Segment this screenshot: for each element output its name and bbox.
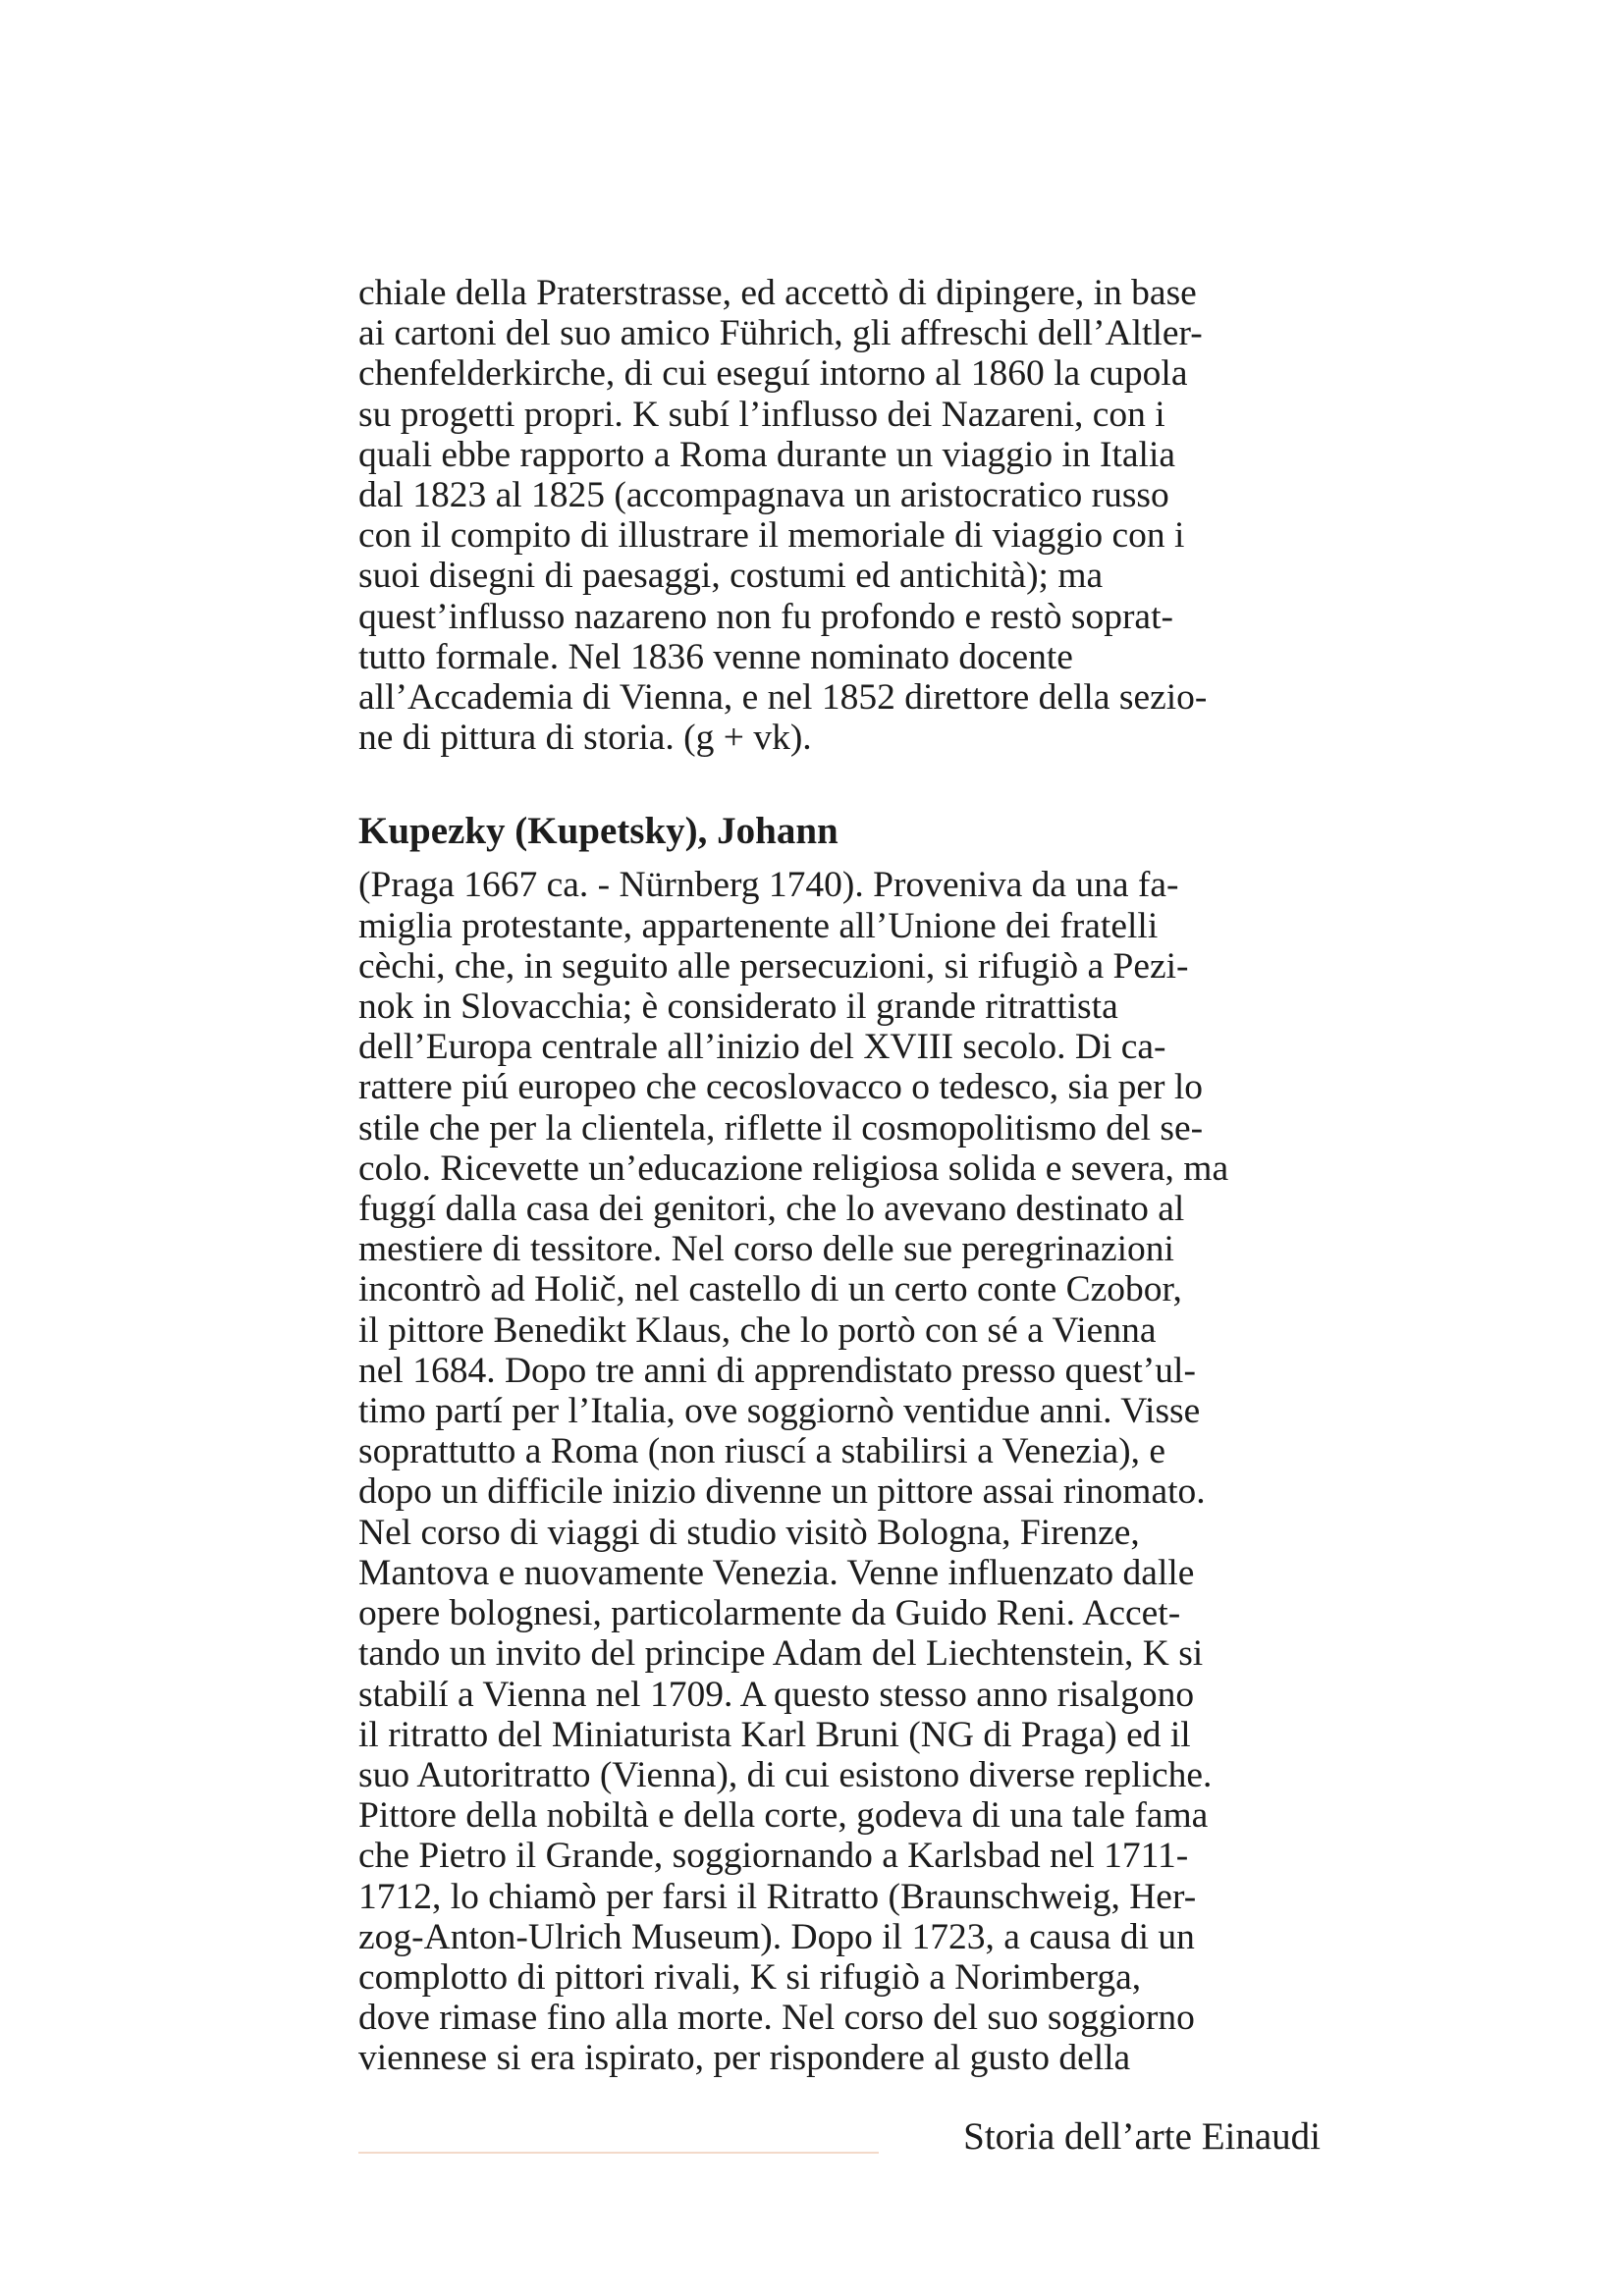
text-line: mestiere di tessitore. Nel corso delle sue peregrinazioni xyxy=(358,1229,1174,1270)
text-line: Pittore della nobiltà e della corte, godeva di una tale fama xyxy=(358,1795,1209,1837)
text-line: tutto formale. Nel 1836 venne nominato docente xyxy=(358,636,1073,677)
text-line: ai cartoni del suo amico Führich, gli affreschi dell’Altler- xyxy=(358,313,1203,354)
text-line: colo. Ricevette un’educazione religiosa solida e severa, ma xyxy=(358,1148,1229,1189)
text-line: suo Autoritratto (Vienna), di cui esistono diverse repliche. xyxy=(358,1754,1213,1795)
text-line: con il compito di illustrare il memoriale di viaggio con i xyxy=(358,515,1185,557)
footer-rule xyxy=(358,2152,879,2154)
text-line: incontrò ad Holič, nel castello di un certo conte Czobor, xyxy=(358,1269,1182,1310)
text-line: chenfelderkirche, di cui eseguí intorno al 1860 la cupola xyxy=(358,353,1188,395)
text-line: stabilí a Vienna nel 1709. A questo stesso anno risalgono xyxy=(358,1674,1195,1715)
text-line: Nel corso di viaggi di studio visitò Bologna, Firenze, xyxy=(358,1512,1140,1553)
entry-title: Kupezky (Kupetsky), Johann xyxy=(358,810,839,853)
text-line: nok in Slovacchia; è considerato il grande ritrattista xyxy=(358,987,1118,1028)
text-line: rattere piú europeo che cecoslovacco o tedesco, sia per lo xyxy=(358,1067,1204,1108)
text-line: suoi disegni di paesaggi, costumi ed antichità); ma xyxy=(358,556,1104,597)
text-line: quali ebbe rapporto a Roma durante un viaggio in Italia xyxy=(358,434,1176,475)
text-line: ne di pittura di storia. (g + vk). xyxy=(358,718,812,759)
text-line: dal 1823 al 1825 (accompagnava un aristocratico russo xyxy=(358,475,1169,516)
text-line: su progetti propri. K subí l’influsso dei Nazareni, con i xyxy=(358,394,1165,435)
text-line: dove rimase fino alla morte. Nel corso del suo soggiorno xyxy=(358,1998,1195,2039)
text-line: fuggí dalla casa dei genitori, che lo avevano destinato al xyxy=(358,1189,1185,1230)
page-footer xyxy=(358,2110,1321,2163)
text-line: miglia protestante, appartenente all’Unione dei fratelli xyxy=(358,905,1159,946)
text-line: quest’influsso nazareno non fu profondo e restò soprat- xyxy=(358,596,1173,637)
text-line: che Pietro il Grande, soggiornando a Karlsbad nel 1711- xyxy=(358,1836,1189,1877)
text-line: nel 1684. Dopo tre anni di apprendistato presso quest’ul- xyxy=(358,1350,1196,1391)
paragraph-previous-entry xyxy=(358,273,1321,758)
text-line: dopo un difficile inizio divenne un pittore assai rinomato. xyxy=(358,1471,1206,1513)
text-line: il pittore Benedikt Klaus, che lo portò con sé a Vienna xyxy=(358,1309,1157,1351)
text-line: chiale della Praterstrasse, ed accettò di dipingere, in base xyxy=(358,273,1197,313)
text-line: all’Accademia di Vienna, e nel 1852 direttore della sezio- xyxy=(358,677,1208,719)
text-line: opere bolognesi, particolarmente da Guido Reni. Accet- xyxy=(358,1593,1181,1634)
text-line: 1712, lo chiamò per farsi il Ritratto (Braunschweig, Her- xyxy=(358,1876,1197,1917)
text-line: cèchi, che, in seguito alle persecuzioni, si rifugiò a Pezi- xyxy=(358,945,1189,987)
page-body xyxy=(358,273,1321,2079)
paragraph-kupezky-entry xyxy=(358,865,1321,2078)
text-line: soprattutto a Roma (non riuscí a stabilirsi a Venezia), e xyxy=(358,1431,1165,1472)
text-line: viennese si era ispirato, per rispondere al gusto della xyxy=(358,2038,1131,2079)
text-line: complotto di pittori rivali, K si rifugiò a Norimberga, xyxy=(358,1956,1142,1998)
text-line: stile che per la clientela, riflette il cosmopolitismo del se- xyxy=(358,1107,1204,1148)
text-line: (Praga 1667 ca. - Nürnberg 1740). Proveniva da una fa- xyxy=(358,865,1179,906)
text-line: dell’Europa centrale all’inizio del XVIII secolo. Di ca- xyxy=(358,1027,1166,1068)
text-line: tando un invito del principe Adam del Liechtenstein, K si xyxy=(358,1633,1204,1675)
text-line: timo partí per l’Italia, ove soggiornò ventidue anni. Visse xyxy=(358,1391,1201,1432)
text-line: il ritratto del Miniaturista Karl Bruni (NG di Praga) ed il xyxy=(358,1714,1191,1755)
text-line: Mantova e nuovamente Venezia. Venne influenzato dalle xyxy=(358,1552,1195,1593)
text-line: zog-Anton-Ulrich Museum). Dopo il 1723, a causa di un xyxy=(358,1916,1195,1957)
footer-publication-label: Storia dell’arte Einaudi xyxy=(963,2115,1321,2158)
